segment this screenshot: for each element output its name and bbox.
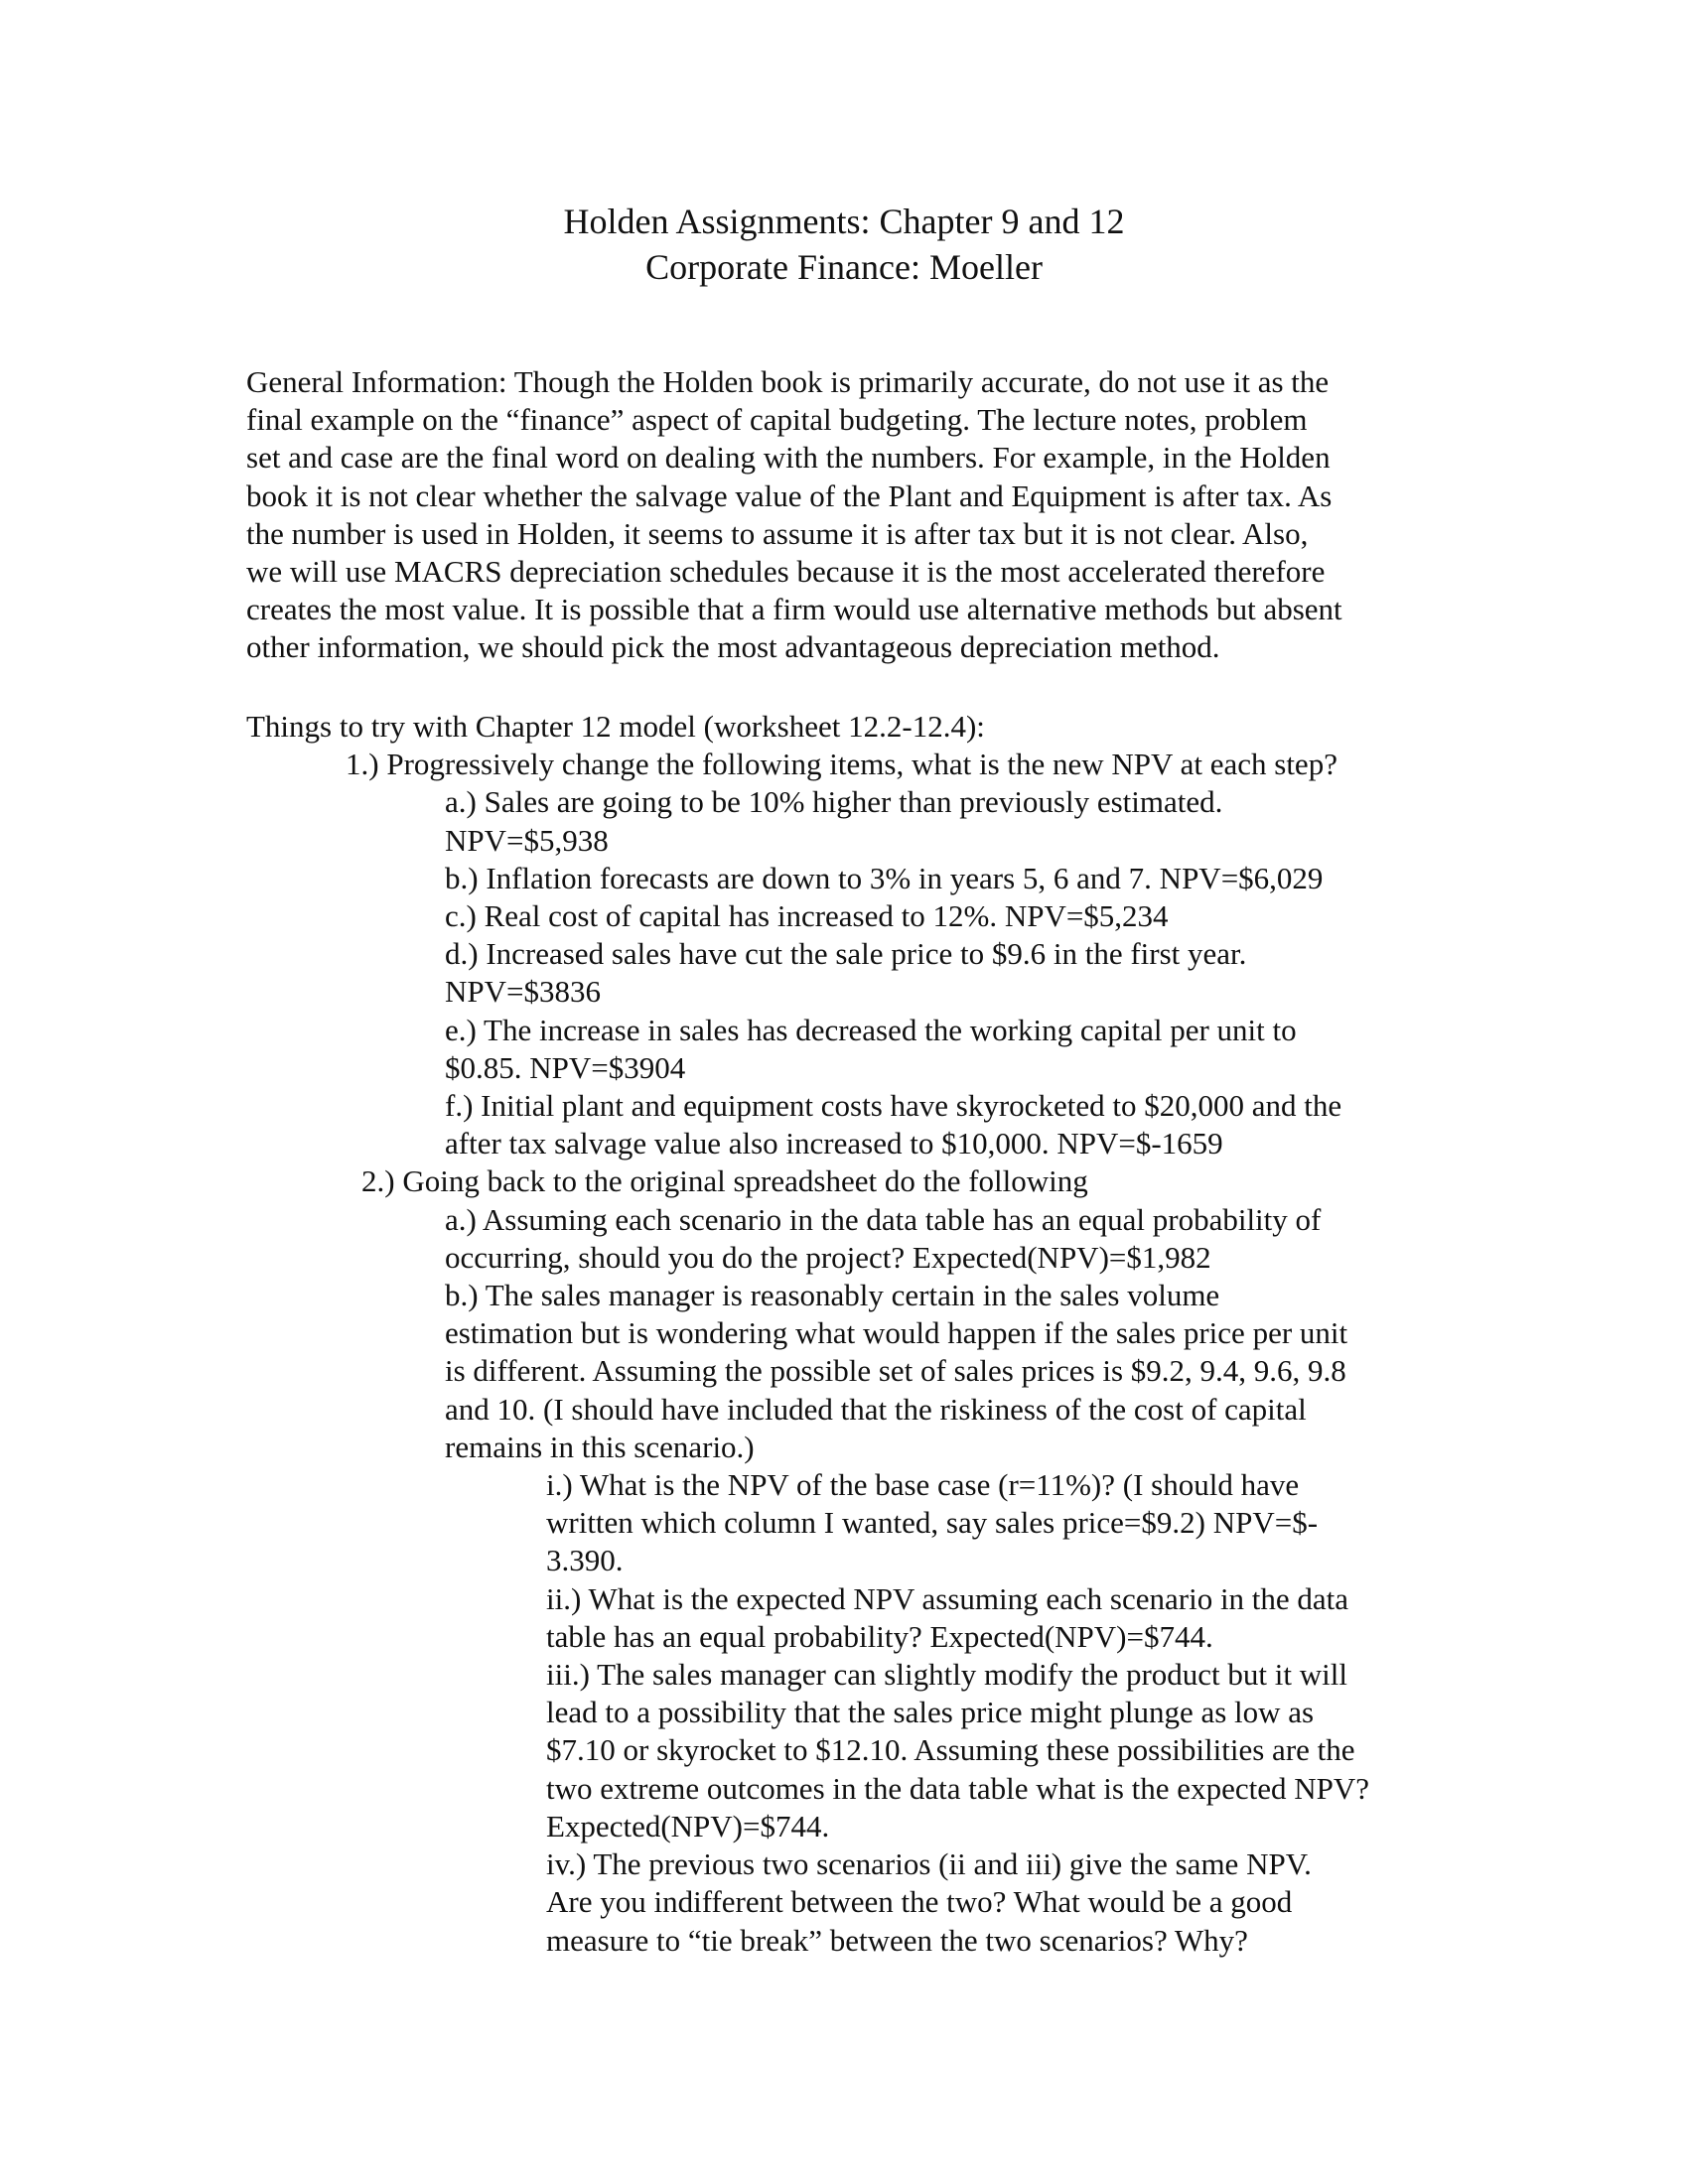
- title-line-2: Corporate Finance: Moeller: [645, 247, 1043, 287]
- item-2b-iii-line: $7.10 or skyrocket to $12.10. Assuming these possibilities are the: [546, 1732, 1355, 1768]
- item-2b: b.) The sales manager is reasonably certain in the sales volume: [445, 1278, 1220, 1313]
- item-2b-i: i.) What is the NPV of the base case (r=11%)? (I should have: [546, 1467, 1300, 1503]
- item-2b-ii-answer: table has an equal probability? Expected(NPV)=$744.: [546, 1618, 1213, 1654]
- general-info-line: we will use MACRS depreciation schedules because it is the most accelerated therefore: [246, 554, 1326, 590]
- general-info-line: creates the most value. It is possible that a firm would use alternative methods but absent: [246, 592, 1342, 627]
- general-info-line: set and case are the final word on dealing with the numbers. For example, in the Holden: [246, 440, 1331, 476]
- item-2b-iii-answer: Expected(NPV)=$744.: [546, 1808, 830, 1843]
- item-1f-answer: after tax salvage value also increased to $10,000. NPV=$-1659: [445, 1126, 1223, 1161]
- item-1f: f.) Initial plant and equipment costs have skyrocketed to $20,000 and the: [445, 1088, 1342, 1124]
- item-2b-line: remains in this scenario.): [445, 1429, 755, 1464]
- item-2b-line: and 10. (I should have included that the riskiness of the cost of capital: [445, 1391, 1307, 1427]
- item-1c: c.) Real cost of capital has increased to 12%. NPV=$5,234: [445, 898, 1169, 934]
- item-2b-i-line: written which column I wanted, say sales price=$9.2) NPV=$-: [546, 1505, 1319, 1541]
- item-2b-iii-line: lead to a possibility that the sales price might plunge as low as: [546, 1695, 1315, 1730]
- item-1d-answer: NPV=$3836: [445, 974, 601, 1010]
- item-2b-line: estimation but is wondering what would happen if the sales price per unit: [445, 1315, 1348, 1351]
- item-2b-line: is different. Assuming the possible set of sales prices is $9.2, 9.4, 9.6, 9.8: [445, 1353, 1346, 1389]
- item-1b: b.) Inflation forecasts are down to 3% in years 5, 6 and 7. NPV=$6,029: [445, 860, 1324, 895]
- item-1-heading: 1.) Progressively change the following items, what is the new NPV at each step?: [346, 747, 1337, 782]
- document-title: [0, 199, 1688, 290]
- general-info-line: the number is used in Holden, it seems to assume it is after tax but it is not clear. Also,: [246, 515, 1309, 551]
- exercises-heading: Things to try with Chapter 12 model (worksheet 12.2-12.4):: [246, 709, 985, 744]
- item-2b-i-answer: 3.390.: [546, 1543, 624, 1578]
- item-1e-answer: $0.85. NPV=$3904: [445, 1049, 686, 1085]
- item-2b-iv: iv.) The previous two scenarios (ii and iii) give the same NPV.: [546, 1846, 1312, 1882]
- general-info-line: General Information: Though the Holden book is primarily accurate, do not use it as the: [246, 364, 1330, 399]
- item-2-heading: 2.) Going back to the original spreadsheet do the following: [361, 1163, 1088, 1199]
- general-info-line: final example on the “finance” aspect of capital budgeting. The lecture notes, problem: [246, 402, 1308, 438]
- item-2b-iv-line: Are you indifferent between the two? What would be a good: [546, 1884, 1293, 1920]
- general-information-paragraph: [246, 363, 1448, 667]
- title-line-1: Holden Assignments: Chapter 9 and 12: [563, 202, 1125, 241]
- item-2b-iv-line: measure to “tie break” between the two scenarios? Why?: [546, 1922, 1248, 1958]
- chapter-12-exercises: [246, 708, 1487, 1960]
- item-1d: d.) Increased sales have cut the sale price to $9.6 in the first year.: [445, 936, 1247, 972]
- general-info-line: book it is not clear whether the salvage value of the Plant and Equipment is after tax. As: [246, 478, 1333, 513]
- item-1a: a.) Sales are going to be 10% higher than previously estimated.: [445, 784, 1223, 820]
- item-2b-iii: iii.) The sales manager can slightly modify the product but it will: [546, 1657, 1347, 1693]
- item-1a-answer: NPV=$5,938: [445, 822, 609, 858]
- item-2a: a.) Assuming each scenario in the data table has an equal probability of: [445, 1201, 1322, 1237]
- item-2a-answer: occurring, should you do the project? Expected(NPV)=$1,982: [445, 1239, 1211, 1275]
- item-2b-iii-line: two extreme outcomes in the data table what is the expected NPV?: [546, 1770, 1369, 1806]
- item-2b-ii: ii.) What is the expected NPV assuming each scenario in the data: [546, 1580, 1349, 1616]
- general-info-line: other information, we should pick the most advantageous depreciation method.: [246, 629, 1220, 665]
- item-1e: e.) The increase in sales has decreased the working capital per unit to: [445, 1012, 1297, 1047]
